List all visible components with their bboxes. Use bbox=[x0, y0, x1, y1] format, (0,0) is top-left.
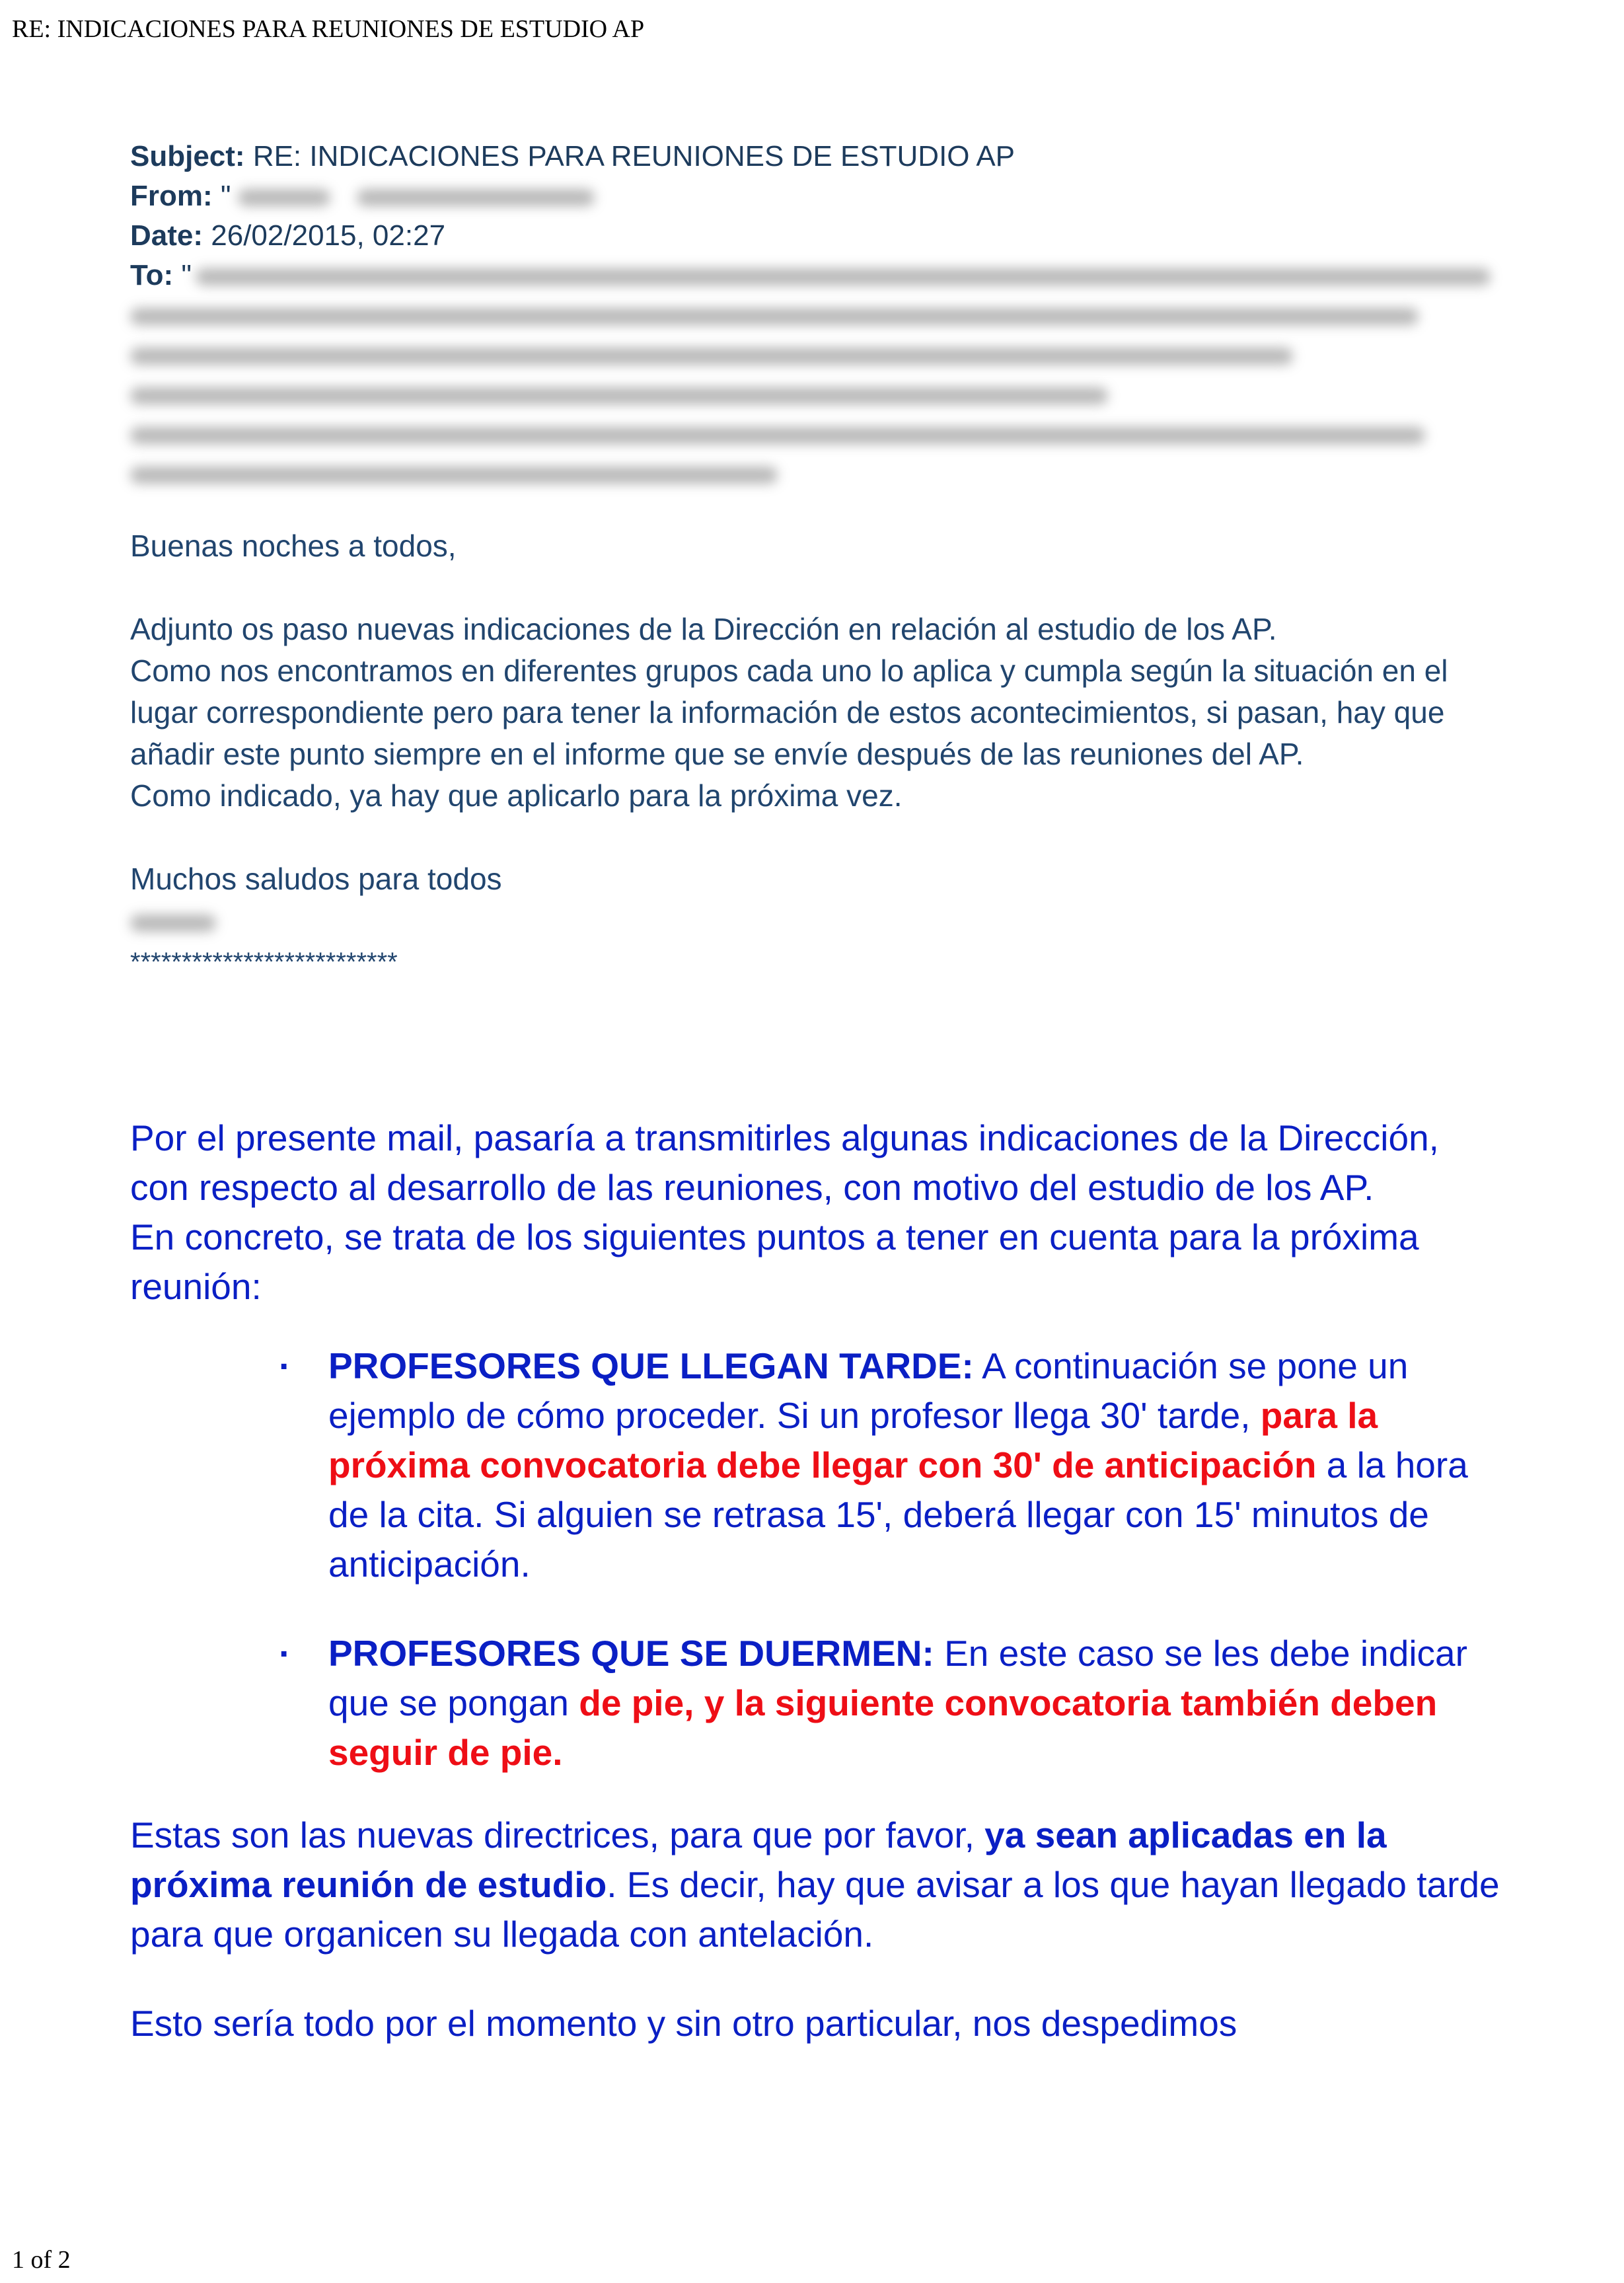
redacted-recipients-line bbox=[130, 454, 1504, 494]
forward-intro-2: con respecto al desarrollo de las reuniones, con motivo del estudio de los AP. bbox=[130, 1167, 1374, 1208]
bullet-sleeping-teachers bbox=[130, 1629, 1518, 1778]
bullet-red-late: para la próxima convocatoria debe llegar con 30' de anticipación bbox=[328, 1395, 1378, 1485]
bullet-text-late-1: A continuación se pone un ejemplo de cómo proceder. Si un profesor llega 30' tarde, bbox=[328, 1345, 1409, 1436]
forward-intro-3: En concreto, se trata de los siguientes puntos a tener en cuenta para la próxima reunión: bbox=[130, 1216, 1419, 1307]
redacted-sender bbox=[238, 189, 330, 206]
to-row bbox=[130, 256, 1504, 295]
bullet-dot: · bbox=[279, 1633, 291, 1674]
to-label: To: bbox=[130, 259, 174, 291]
date-label: Date: bbox=[130, 219, 203, 252]
print-header-title: RE: INDICACIONES PARA REUNIONES DE ESTUDIO AP bbox=[12, 15, 645, 43]
bullet-title-sleep: PROFESORES QUE SE DUERMEN: bbox=[328, 1633, 934, 1674]
redacted-recipients-line bbox=[130, 375, 1504, 414]
final-paragraph: Esto sería todo por el momento y sin otro particular, nos despedimos bbox=[130, 2003, 1237, 2044]
closing: Muchos saludos para todos bbox=[130, 862, 502, 896]
redacted-recipients bbox=[196, 268, 1491, 285]
reply-paragraph-1: Adjunto os paso nuevas indicaciones de la Dirección en relación al estudio de los AP. bbox=[130, 612, 1277, 646]
from-label: From: bbox=[130, 180, 213, 212]
subject-label: Subject: bbox=[130, 140, 245, 172]
forward-intro-1: Por el presente mail, pasaría a transmitirles algunas indicaciones de la Dirección, bbox=[130, 1117, 1439, 1158]
outro-paragraph bbox=[130, 1811, 1518, 1959]
bullet-dot: · bbox=[279, 1345, 291, 1386]
subject-value: RE: INDICACIONES PARA REUNIONES DE ESTUDIO AP bbox=[252, 140, 1015, 172]
from-value: " bbox=[220, 180, 231, 212]
date-value: 26/02/2015, 02:27 bbox=[211, 219, 446, 252]
bullet-text-sleep-1: En este caso se les debe indicar que se pongan bbox=[328, 1633, 1467, 1723]
redacted-recipients-line bbox=[130, 295, 1504, 335]
greeting: Buenas noches a todos, bbox=[130, 529, 457, 563]
bullet-late-teachers bbox=[130, 1341, 1518, 1589]
reply-paragraph-3: Como indicado, ya hay que aplicarlo para la próxima vez. bbox=[130, 778, 903, 813]
date-row bbox=[130, 216, 1504, 256]
to-value: " bbox=[181, 259, 192, 291]
from-row bbox=[130, 176, 1504, 216]
forwarded-message bbox=[130, 1113, 1518, 2048]
email-headers bbox=[130, 137, 1504, 494]
outro-text-2: . Es decir, hay que avisar a los que hayan llegado tarde para que organicen su llegada con antelación. bbox=[130, 1864, 1500, 1955]
bullet-red-sleep: de pie, y la siguiente convocatoria también deben seguir de pie. bbox=[328, 1682, 1438, 1773]
separator-stars: ************************** bbox=[130, 948, 398, 977]
reply-paragraph-2: Como nos encontramos en diferentes grupos cada uno lo aplica y cumpla según la situación en el lugar correspondiente pero para tener la información de estos acontecimientos, si pasan, hay que añadir este punto siempre en el informe que se envíe después de las reuniones del AP. bbox=[130, 654, 1448, 771]
redacted-sender-email bbox=[357, 189, 595, 206]
redacted-recipients-line bbox=[130, 414, 1504, 454]
reply-body bbox=[130, 525, 1504, 983]
bullet-text-late-2: a la hora de la cita. Si alguien se retrasa 15', deberá llegar con 15' minutos de anticipación. bbox=[328, 1444, 1468, 1585]
subject-row bbox=[130, 137, 1504, 176]
outro-text-1: Estas son las nuevas directrices, para que por favor, bbox=[130, 1815, 985, 1855]
bullet-title-late: PROFESORES QUE LLEGAN TARDE: bbox=[328, 1345, 974, 1386]
outro-bold: ya sean aplicadas en la próxima reunión de estudio bbox=[130, 1815, 1387, 1905]
redacted-recipients-line bbox=[130, 335, 1504, 375]
page-number: 1 of 2 bbox=[12, 2246, 71, 2274]
redacted-signature bbox=[130, 900, 1504, 942]
